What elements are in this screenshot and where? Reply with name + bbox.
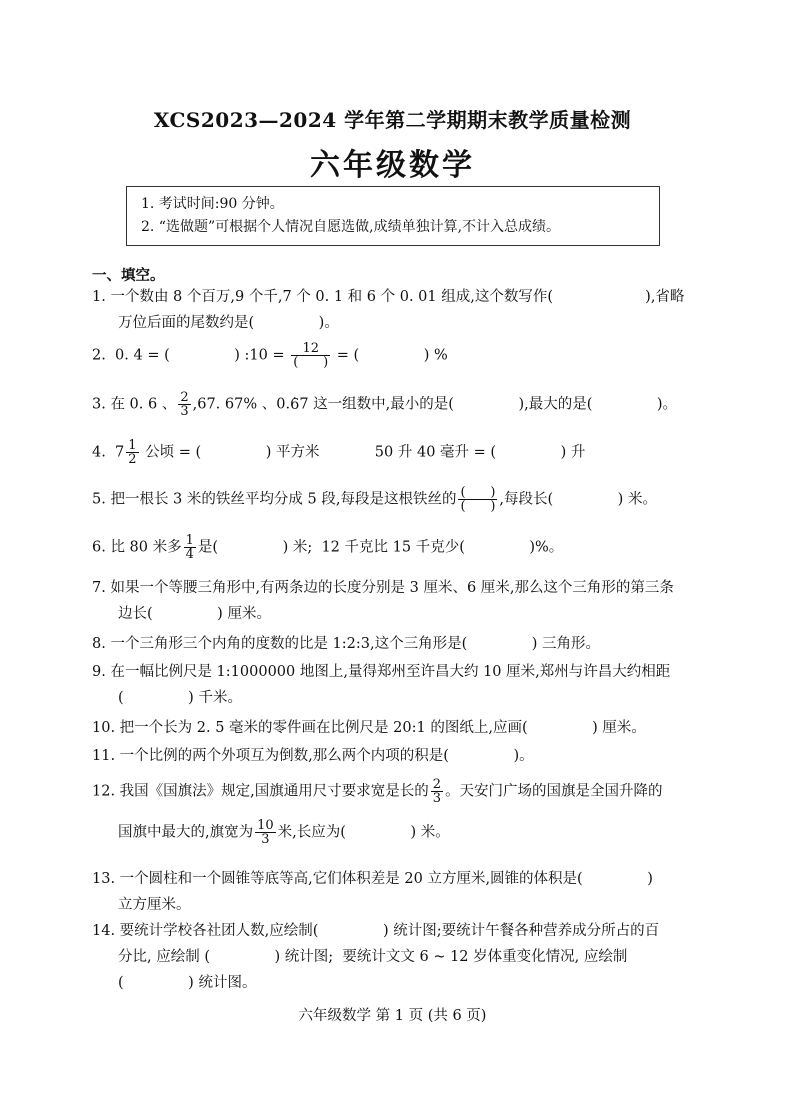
question-12-part-a: 12. 我国《国旗法》规定,国旗通用尺寸要求宽是长的 [92, 783, 429, 800]
question-1 [92, 284, 698, 336]
question-6-fraction [184, 534, 196, 561]
question-12 [92, 778, 698, 846]
question-3 [92, 391, 698, 418]
question-12-part-b: 。天安门广场的国旗是全国升降的 [445, 783, 663, 800]
question-1-line-2: 万位后面的尾数约是( )。 [118, 315, 339, 331]
fraction-numerator: 2 [432, 777, 442, 792]
question-11-text: 11. 一个比例的两个外项互为倒数,那么两个内项的积是( )。 [92, 748, 534, 764]
question-14-line-3: ( ) 统计图。 [118, 975, 257, 991]
question-5-part-b: ,每段长( ) 米。 [499, 491, 657, 508]
question-9-line-2: ( ) 千米。 [118, 690, 242, 706]
fraction-denominator: ( ) [293, 355, 329, 370]
question-12-fraction-2 [255, 819, 276, 846]
fraction-denominator: 3 [261, 832, 270, 847]
question-2 [92, 342, 698, 369]
question-7 [92, 575, 698, 627]
fraction-numerator: 2 [180, 390, 189, 405]
question-14-line-1: 14. 要统计学校各社团人数,应绘制( ) 统计图;要统计午餐各种营养成分所占的百 [92, 923, 660, 939]
question-10 [92, 715, 698, 741]
question-5 [92, 486, 698, 513]
question-10-text: 10. 把一个长为 2. 5 毫米的零件画在比例尺是 20:1 的图纸上,应画( ) 厘米。 [92, 720, 646, 736]
question-13-line-1: 13. 一个圆柱和一个圆锥等底等高,它们体积差是 20 立方厘米,圆锥的体积是( ) [92, 871, 653, 887]
fraction-numerator: ( ) [460, 485, 496, 500]
question-7-line-2: 边长( ) 厘米。 [118, 606, 271, 622]
question-6-part-b: 是( ) 米; 12 千克比 15 千克少( )%。 [197, 539, 564, 556]
question-13 [92, 866, 698, 918]
question-2-fraction [291, 342, 330, 369]
question-4-fraction [126, 439, 138, 466]
question-12-part-c: 国旗中最大的,旗宽为 [118, 824, 254, 841]
page-footer: 六年级数学 第 1 页 (共 6 页) [298, 1008, 487, 1024]
fraction-denominator: 3 [180, 404, 189, 419]
question-8-text: 8. 一个三角形三个内角的度数的比是 1:2:3,这个三角形是( ) 三角形。 [92, 636, 601, 652]
question-12-part-d: 米,长应为( ) 米。 [277, 824, 450, 841]
question-3-part-d: 7 [299, 396, 309, 413]
question-1-line-1: 1. 一个数由 8 个百万,9 个千,7 个 0. 1 和 6 个 0. 01 组成,这个数写作( ),省略 [92, 289, 685, 305]
fraction-numerator: 1 [185, 533, 194, 548]
question-3-part-e: 这一组数中,最小的是( ),最大的是( )。 [313, 396, 678, 413]
fraction-numerator: 10 [257, 818, 274, 833]
repeating-digit: · 6 [290, 397, 299, 413]
question-6-part-a: 6. 比 80 米多 [92, 539, 182, 556]
question-5-part-a: 5. 把一根长 3 米的铁丝平均分成 5 段,每段是这根铁丝的 [92, 491, 457, 508]
section-heading: 一、填空。 [92, 267, 165, 284]
fraction-numerator: 1 [128, 438, 137, 453]
question-4-part-b: 公顷 = ( ) 平方米 50 升 40 毫升 = ( ) 升 [145, 444, 586, 461]
fraction-denominator: 3 [432, 791, 442, 806]
question-6 [92, 534, 698, 561]
question-4-part-a: 4. 7 [92, 444, 125, 461]
question-14-line-2: 分比, 应绘制 ( ) 统计图; 要统计文文 6 ~ 12 岁体重变化情况, 应绘制 [118, 949, 628, 965]
question-2-part-b: = ( ) % [336, 347, 448, 364]
notice-line-2: 2. “选做题”可根据个人情况自愿选做,成绩单独计算,不计入总成绩。 [141, 219, 561, 235]
question-14 [92, 918, 698, 996]
exam-title: XCS2023—2024 学年第二学期期末教学质量检测 [153, 108, 632, 132]
question-12-line-2 [92, 819, 698, 846]
question-12-line-1 [92, 778, 698, 805]
fraction-numerator: 12 [291, 342, 330, 356]
fraction-denominator: ( ) [460, 499, 496, 514]
question-3-part-b: ,67. 67% 、0. [192, 396, 291, 413]
question-7-line-1: 7. 如果一个等腰三角形中,有两条边的长度分别是 3 厘米、6 厘米,那么这个三角形的第三条 [92, 580, 674, 596]
question-9-line-1: 9. 在一幅比例尺是 1:1000000 地图上,量得郑州至许昌大约 10 厘米,郑州与许昌大约相距 [92, 664, 671, 680]
question-9 [92, 659, 698, 711]
question-12-fraction [431, 778, 443, 805]
exam-notice-box [126, 186, 660, 246]
question-11 [92, 743, 698, 769]
question-4 [92, 439, 698, 466]
fraction-denominator: 2 [128, 452, 137, 467]
question-3-part-a: 3. 在 0. 6 、 [92, 396, 177, 413]
question-8 [92, 631, 698, 657]
notice-line-1: 1. 考试时间:90 分钟。 [141, 196, 284, 212]
exam-subject: 六年级数学 [310, 148, 475, 183]
question-5-fraction [458, 486, 497, 513]
question-3-fraction [178, 391, 190, 418]
question-2-part-a: 2. 0. 4 = ( ) :10 = [92, 347, 285, 364]
question-13-line-2: 立方厘米。 [118, 897, 191, 913]
fraction-denominator: 4 [185, 547, 194, 562]
